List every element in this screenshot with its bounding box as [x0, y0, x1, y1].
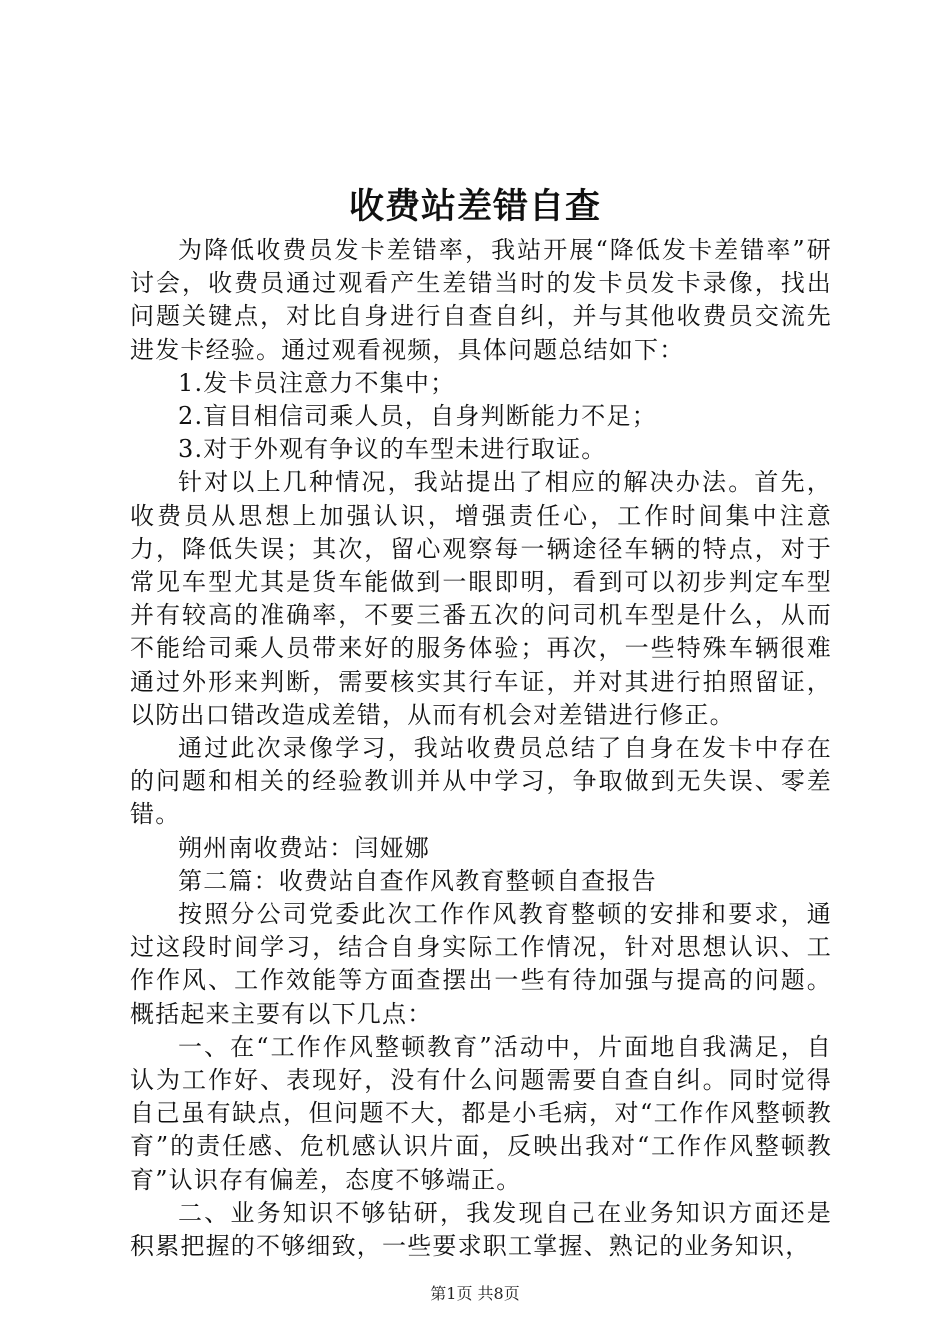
paragraph-report-intro: 按照分公司党委此次工作作风教育整顿的安排和要求，通过这段时间学习，结合自身实际工作情况，针对思想认识、工作作风、工作效能等方面查摆出一些有待加强与提高的问题。概括起来主要有以下几点： — [130, 900, 832, 1028]
list-item-1: 1.发卡员注意力不集中； — [178, 368, 456, 397]
page-footer: 第1页 共8页 — [430, 1284, 520, 1303]
paragraph-point-1: 一、在“工作作风整顿教育”活动中，片面地自我满足，自认为工作好、表现好，没有什么问题需要自查自纠。同时觉得自己虽有缺点，但问题不大，都是小毛病，对“工作作风整顿教育”的责任感、危机感认识片面，反映出我对“工作作风整顿教育”认识存有偏差，态度不够端正。 — [130, 1032, 832, 1194]
list-item-2: 2.盲目相信司乘人员，自身判断能力不足； — [178, 402, 657, 431]
section-heading-2: 第二篇：收费站自查作风教育整顿自查报告 — [178, 866, 657, 895]
document-title: 收费站差错自查 — [348, 186, 601, 227]
author-signature: 朔州南收费站：闫娅娜 — [178, 833, 430, 862]
list-item-3: 3.对于外观有争议的车型未进行取证。 — [178, 435, 607, 464]
paragraph-intro: 为降低收费员发卡差错率，我站开展“降低发卡差错率”研讨会，收费员通过观看产生差错当时的发卡员发卡录像，找出问题关键点，对比自身进行自查自纠，并与其他收费员交流先进发卡经验。通过观看视频，具体问题总结如下： — [130, 236, 832, 364]
paragraph-summary: 通过此次录像学习，我站收费员总结了自身在发卡中存在的问题和相关的经验教训并从中学习，争取做到无失误、零差错。 — [130, 734, 832, 829]
paragraph-point-2: 二、业务知识不够钻研，我发现自己在业务知识方面还是积累把握的不够细致，一些要求职工掌握、熟记的业务知识， — [130, 1198, 832, 1261]
document-body — [130, 234, 832, 1263]
paragraph-solutions: 针对以上几种情况，我站提出了相应的解决办法。首先，收费员从思想上加强认识，增强责任心，工作时间集中注意力，降低失误；其次，留心观察每一辆途径车辆的特点，对于常见车型尤其是货车能做到一眼即明，看到可以初步判定车型并有较高的准确率，不要三番五次的问司机车型是什么，从而不能给司乘人员带来好的服务体验；再次，一些特殊车辆很难通过外形来判断，需要核实其行车证，并对其进行拍照留证，以防出口错改造成差错，从而有机会对差错进行修正。 — [130, 468, 832, 729]
